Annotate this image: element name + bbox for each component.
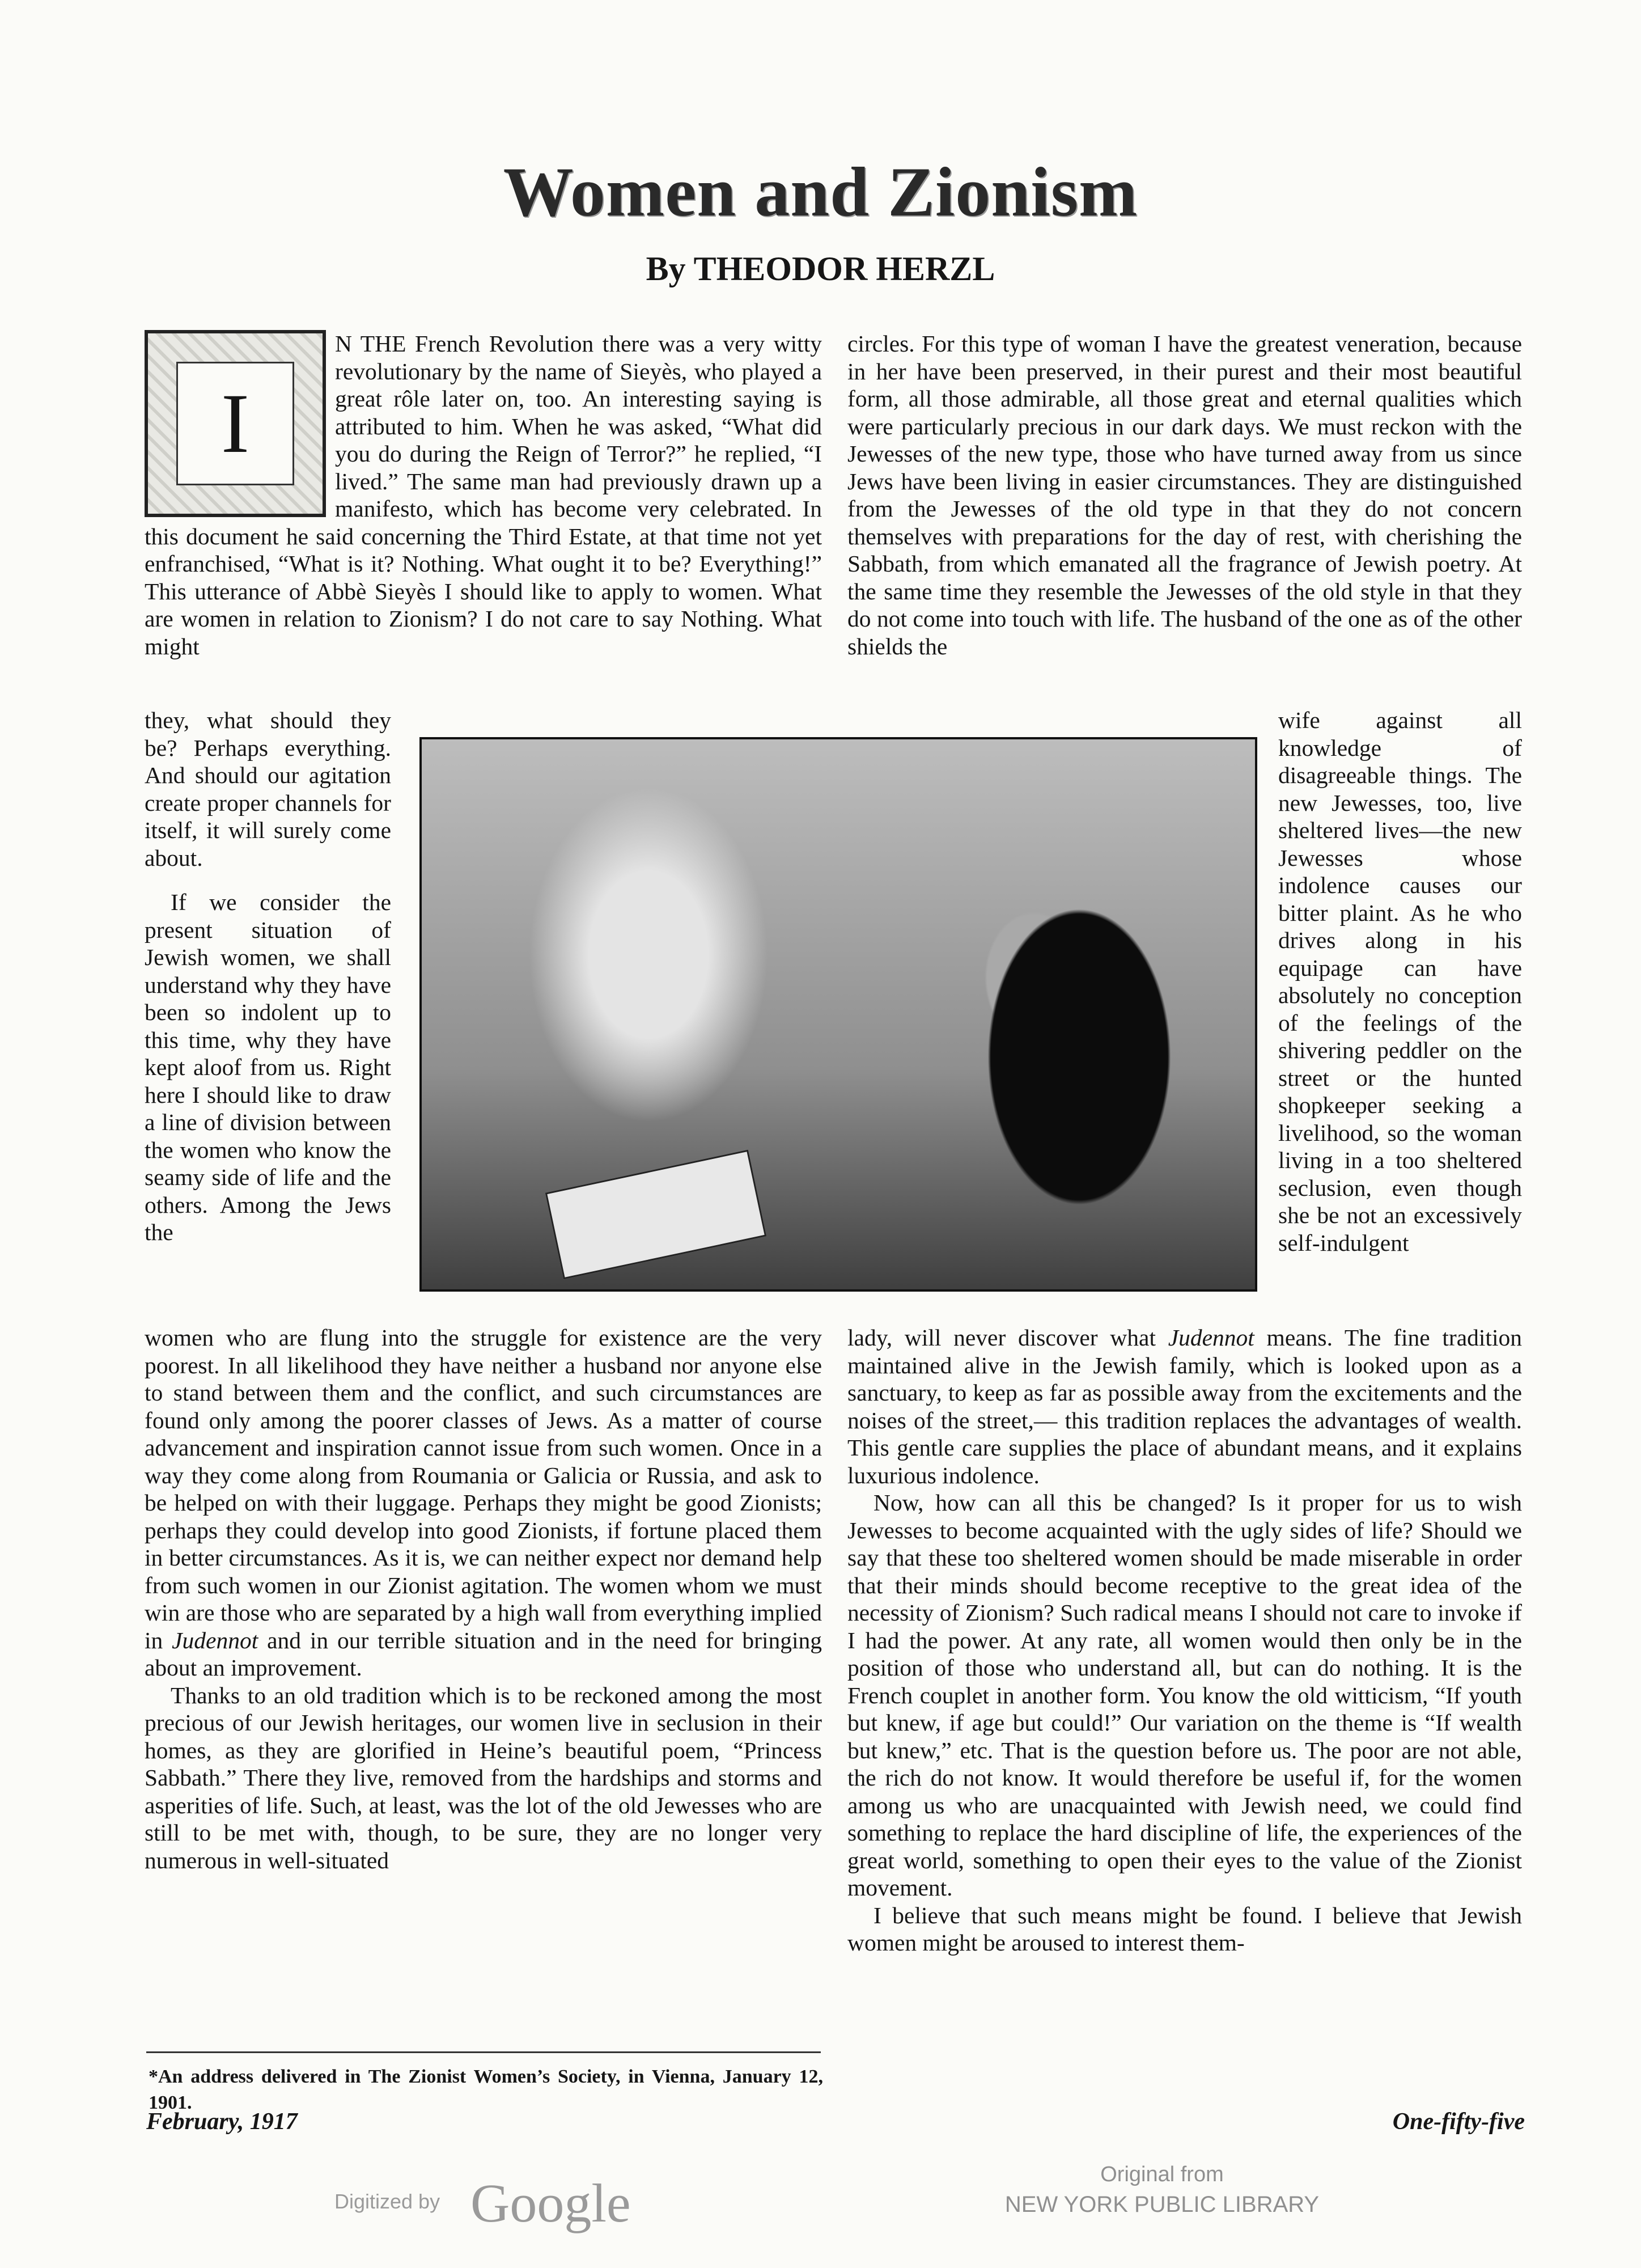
dropcap-letter: I bbox=[221, 376, 249, 471]
column-right-bottom bbox=[847, 1324, 1522, 1957]
column-left-narrow bbox=[145, 706, 391, 1246]
library-credit bbox=[986, 2160, 1338, 2220]
text-segment: and in our terrible situation and in the need for bringing about an improvement. bbox=[145, 1627, 822, 1681]
paragraph-right-narrow: wife against all knowledge of disagreeable things. The new Jewesses, too, live sheltered lives—the new Jewesses whose indolence causes our bitter plaint. As he who drives along in his equipage can have absolutely no conception of the feelings of the shivering peddler on the street or the hunted shopkeeper seeking a livelihood, so the woman living in a too sheltered seclusion, even though she be not an excessively self-indulgent bbox=[1278, 707, 1522, 1256]
paragraph-left-bottom-1 bbox=[145, 1324, 822, 1682]
italic-judennot: Judennot bbox=[1168, 1325, 1254, 1351]
paragraph-right-top: circles. For this type of woman I have the greatest veneration, because in her have been preserved, in their purest and their most beautiful form, all those admirable, all those great and eternal qualities which were particularly precious in our dark days. We must reckon with the Jewesses of the new type, those who have turned away from us since Jews have been living in easier circumstances. They are distinguished from the Jewesses of the old type in that they do not concern themselves with preparations for the day of rest, with cherishing the Sabbath, from which emanated all the fragrance of Jewish poetry. At the same time they resemble the Jewesses of the old style in that they do not come into touch with life. The husband of the one as of the other shields the bbox=[847, 331, 1522, 659]
article-byline: By THEODOR HERZL bbox=[646, 250, 995, 287]
paragraph-right-bottom-3: I believe that such means might be found. I believe that Jewish women might be aroused to interest them- bbox=[847, 1902, 1522, 1956]
paragraph-opening: N THE French Revolution there was a very witty revolutionary by the name of Sieyès, who played a great rôle later on, too. An interesting saying is attributed to him. When he was asked, “What did you do during the Reign of Terror?” he replied, “I lived.” The same man had previously drawn up a manifesto, which has become very celebrated. In this document he said concerning the Third Estate, at that time not yet enfranchised, “What is it? Nothing. What ought it to be? Everything!” This utterance of Abbè Sieyès I should like to apply to women. What are women in relation to Zionism? I do not care to say Nothing. What might bbox=[145, 331, 822, 659]
italic-judennot: Judennot bbox=[172, 1627, 258, 1653]
paragraph-right-bottom-1 bbox=[847, 1324, 1522, 1489]
original-from-label: Original from bbox=[1100, 2163, 1224, 2186]
column-left-bottom bbox=[145, 1324, 822, 1874]
text-segment: lady, will never discover what bbox=[847, 1325, 1156, 1351]
paragraph-left-narrow-2: If we consider the present situation of Jewish women, we shall understand why they have been so indolent up to this time, why they have kept aloof from us. Right here I should like to draw a line of division between the women who know the seamy side of life and the others. Among the Jews the bbox=[145, 889, 391, 1245]
book-judenstaat-image bbox=[545, 1150, 766, 1280]
herzl-portrait-image bbox=[419, 737, 1257, 1292]
text-segment: women who are flung into the struggle for existence are the very poorest. In all likelihood they have neither a husband nor anyone else to stand between them and the conflict, and such circumstances are found only among the poorer classes of Jews. As a matter of course advancement and inspiration cannot issue from such women. Once in a way they come along from Roumania or Galicia or Russia, and ask to be helped on with their luggage. Perhaps they might be good Zionists; perhaps they could develop into good Zionists, if fortune placed them in better circumstances. As it is, we can neither expect nor demand help from such women in our Zionist agitation. The women whom we must win are those who are separated by a high wall from everything implied in bbox=[145, 1325, 822, 1653]
footer-date: February, 1917 bbox=[146, 2109, 298, 2135]
page-number: One-fifty-five bbox=[1392, 2109, 1525, 2135]
column-right-narrow bbox=[1278, 706, 1522, 1256]
column-left-top bbox=[145, 330, 822, 660]
column-right-top bbox=[847, 330, 1522, 660]
library-name: NEW YORK PUBLIC LIBRARY bbox=[1004, 2192, 1320, 2217]
dropcap-ornament bbox=[145, 330, 326, 517]
google-logo: Google bbox=[470, 2173, 631, 2233]
paragraph-left-bottom-2: Thanks to an old tradition which is to be reckoned among the most precious of our Jewish heritages, our women live in seclusion in their homes, as they are glorified in Heine’s beautiful poem, “Princess Sabbath.” There they live, removed from the hardships and storms and asperities of life. Such, at least, was the lot of the old Jewesses who are still to be met with, though, to be sure, they are no longer very numerous in well-situated bbox=[145, 1682, 822, 1873]
footnote: *An address delivered in The Zionist Women’s Society, in Vienna, January 12, 1901. bbox=[149, 2066, 823, 2113]
paragraph-left-narrow-1: they, what should they be? Perhaps everything. And should our agitation create proper channels for itself, it will surely come about. bbox=[145, 707, 391, 871]
paragraph-right-bottom-2: Now, how can all this be changed? Is it proper for us to wish Jewesses to become acquainted with the ugly sides of life? Should we say that these too sheltered women should be made miserable in order that their minds should become receptive to the great idea of the necessity of Zionism? Such radical means I should not care to invoke if I had the power. At any rate, all women would then only be in the position of those who understand all, but can do nothing. It is the French couplet in another form. You know the old witticism, “If youth but knew, if age but could!” Our variation on the theme is “If wealth but knew,” etc. That is the question before us. The poor are not able, the rich do not know. It would therefore be useful if, for the women among us who are unacquainted with Jewish need, we could find something to replace the hard discipline of life, the experiences of the great world, something to open their eyes to the value of the Zionist movement. bbox=[847, 1490, 1522, 1901]
digitized-by-label: Digitized by bbox=[334, 2190, 440, 2213]
footnote-divider bbox=[146, 2051, 821, 2053]
article-title: Women and Zionism bbox=[503, 153, 1138, 231]
text-segment: means. The fine tradition maintained alive in the Jewish family, which is looked upon as a sanctuary, to keep as far as possible away from the excitements and the noises of the street,— this tradition replaces the advantages of wealth. This gentle care supplies the place of abundant means, and it explains luxurious indolence. bbox=[847, 1325, 1522, 1488]
